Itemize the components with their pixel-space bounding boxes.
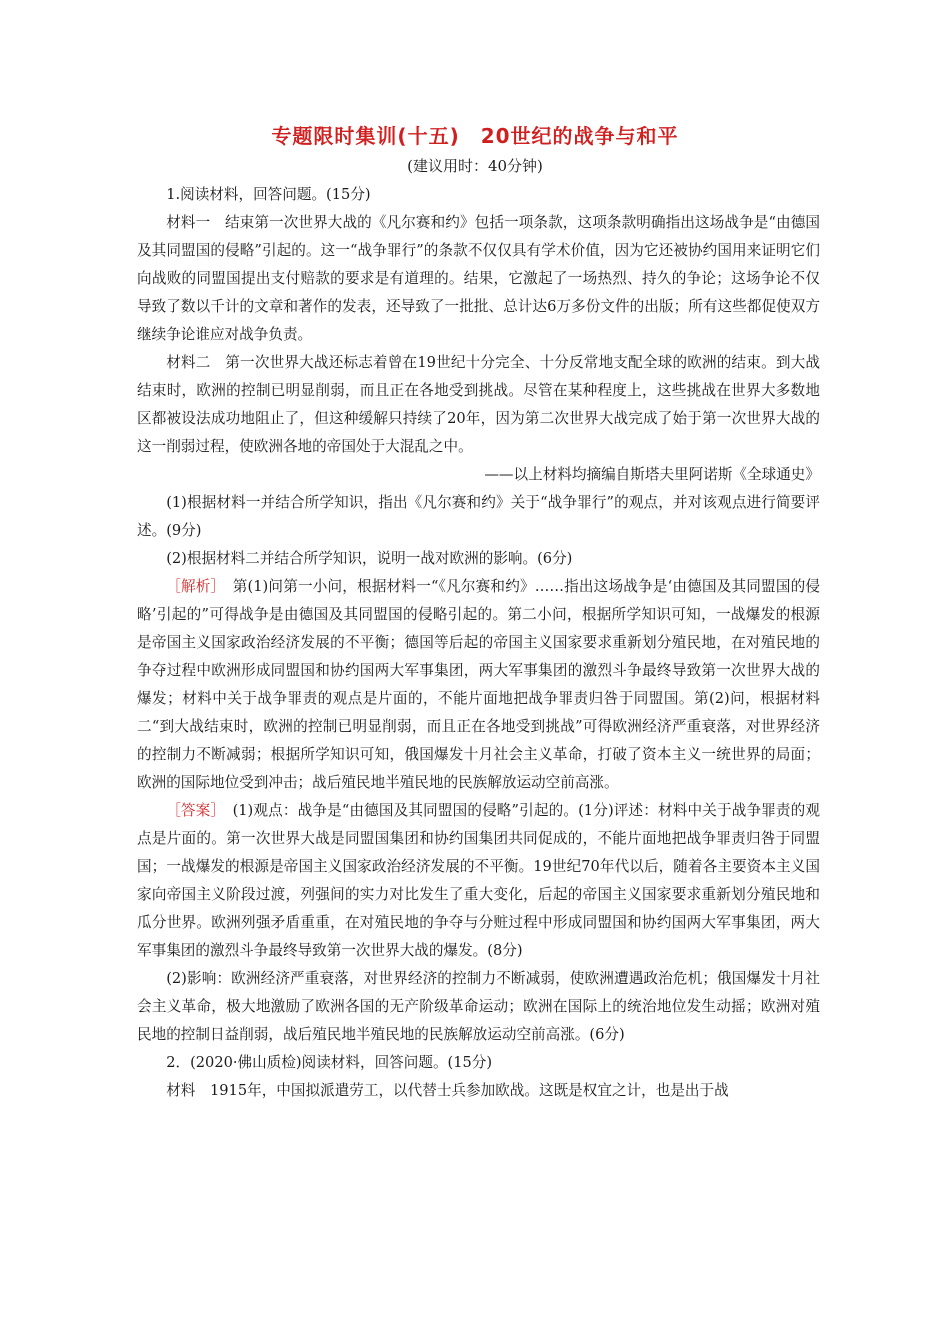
question-2-material: 材料 1915年，中国拟派遣劳工，以代替士兵参加欧战。这既是权宜之计，也是出于战 [166, 1082, 729, 1099]
page-title: 专题限时集训(十五) 20世纪的战争与和平 [271, 124, 679, 148]
question-2-stem: 2．(2020·佛山质检)阅读材料，回答问题。(15分) [166, 1054, 493, 1071]
time-suggestion: (建议用时：40分钟) [407, 157, 543, 175]
question-1-stem: 1.阅读材料，回答问题。(15分) [166, 186, 371, 203]
answer-tag: ［答案］ [166, 802, 218, 819]
question-1-material-2: 材料二 第一次世界大战还标志着曾在19世纪十分完全、十分反常地支配全球的欧洲的结束。到大战结束时，欧洲的控制已明显削弱，而且正在各地受到挑战。尽管在某种程度上，这些挑战在世界大多数地区都被设法成功地阻止了，但这种缓解只持续了20年，因为第二次世界大战完成了始于第一次世界大战的这一削弱过程，使欧洲各地的帝国处于大混乱之中。 [137, 354, 820, 455]
analysis-text: 第(1)问第一小问，根据材料一“《凡尔赛和约》……指出这场战争是‘由德国及其同盟国的侵略’引起的”可得战争是由德国及其同盟国的侵略引起的。第二小问，根据所学知识可知，一战爆发的根源是帝国主义国家政治经济发展的不平衡；德国等后起的帝国主义国家要求重新划分殖民地，在对殖民地的争夺过程中欧洲形成同盟国和协约国两大军事集团，两大军事集团的激烈斗争最终导致第一次世界大战的爆发；材料中关于战争罪责的观点是片面的，不能片面地把战争罪责归咎于同盟国。第(2)问，根据材料二“到大战结束时，欧洲的控制已明显削弱，而且正在各地受到挑战”可得欧洲经济严重衰落，对世界经济的控制力不断减弱；根据所学知识可知，俄国爆发十月社会主义革命，打破了资本主义一统世界的局面；欧洲的国际地位受到冲击；战后殖民地半殖民地的民族解放运动空前高涨。 [137, 578, 820, 791]
question-1-material-1: 材料一 结束第一次世界大战的《凡尔赛和约》包括一项条款，这项条款明确指出这场战争是“由德国及其同盟国的侵略”引起的。这一“战争罪行”的条款不仅仅具有学术价值，因为它还被协约国用来证明它们向战败的同盟国提出支付赔款的要求是有道理的。结果，它激起了一场热烈、持久的争论；这场争论不仅导致了数以千计的文章和著作的发表，还导致了一批批、总计达6万多份文件的出版；所有这些都促使双方继续争论谁应对战争负责。 [137, 214, 820, 343]
answer-paragraph-2: (2)影响：欧洲经济严重衰落，对世界经济的控制力不断减弱，使欧洲遭遇政治危机；俄国爆发十月社会主义革命，极大地激励了欧洲各国的无产阶级革命运动；欧洲在国际上的统治地位发生动摇；欧洲对殖民地的控制日益削弱，战后殖民地半殖民地的民族解放运动空前高涨。(6分) [137, 970, 820, 1043]
material-source: ——以上材料均摘编自斯塔夫里阿诺斯《全球通史》 [484, 466, 820, 483]
question-1-sub-1: (1)根据材料一并结合所学知识，指出《凡尔赛和约》关于“战争罪行”的观点，并对该观点进行简要评述。(9分) [137, 494, 820, 539]
answer-paragraph-1 [137, 797, 820, 965]
question-1-sub-2: (2)根据材料二并结合所学知识，说明一战对欧洲的影响。(6分) [166, 550, 573, 567]
document-body [137, 181, 820, 1105]
analysis-paragraph [137, 573, 820, 797]
analysis-tag: ［解析］ [166, 578, 218, 595]
answer-text-1: (1)观点：战争是“由德国及其同盟国的侵略”引起的。(1分)评述：材料中关于战争罪责的观点是片面的。第一次世界大战是同盟国集团和协约国集团共同促成的，不能片面地把战争罪责归咎于同盟国；一战爆发的根源是帝国主义国家政治经济发展的不平衡。19世纪70年代以后，随着各主要资本主义国家向帝国主义阶段过渡，列强间的实力对比发生了重大变化，后起的帝国主义国家要求重新划分殖民地和瓜分世界。欧洲列强矛盾重重，在对殖民地的争夺与分赃过程中形成同盟国和协约国两大军事集团，两大军事集团的激烈斗争最终导致第一次世界大战的爆发。(8分) [137, 802, 820, 959]
